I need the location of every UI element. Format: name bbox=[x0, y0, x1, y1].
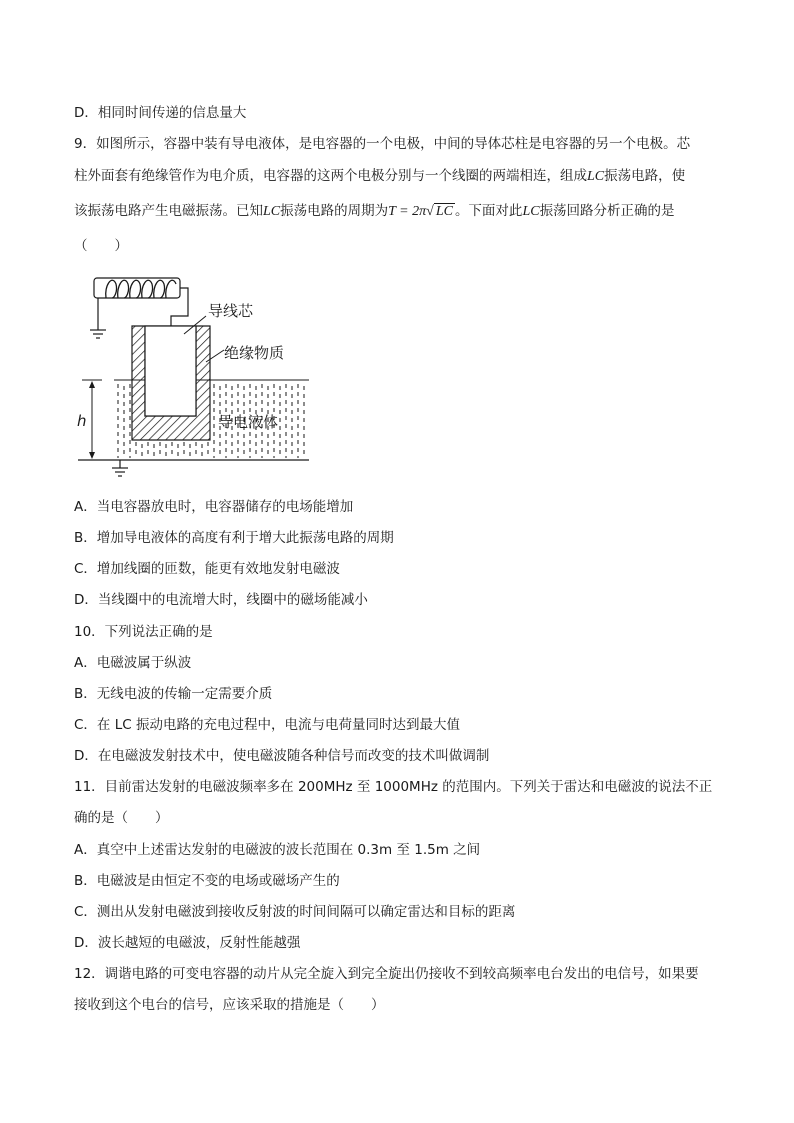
ground-symbol-icon bbox=[90, 330, 106, 338]
q9-text: 柱外面套有绝缘管作为电介质，电容器的这两个电极分别与一个线圈的两端相连，组成 bbox=[74, 168, 587, 184]
question-9-option-a: A．当电容器放电时，电容器储存的电场能增加 bbox=[74, 499, 354, 515]
lc-symbol: LC bbox=[263, 204, 281, 219]
question-9-line-2 bbox=[74, 166, 685, 187]
formula-radical: √ LC bbox=[426, 204, 453, 219]
question-9-line-3 bbox=[74, 201, 675, 222]
question-8-option-d: D．相同时间传递的信息量大 bbox=[74, 105, 247, 121]
question-12-line-1: 12．调谐电路的可变电容器的动片从完全旋入到完全旋出仍接收不到较高频率电台发出的电信号，如果要 bbox=[74, 966, 699, 982]
question-9-answer-paren: （ ） bbox=[74, 238, 128, 254]
question-9-option-b: B．增加导电液体的高度有利于增大此振荡电路的周期 bbox=[74, 530, 394, 546]
question-9-option-d: D．当线圈中的电流增大时，线圈中的磁场能减小 bbox=[74, 592, 368, 608]
height-arrow-bottom-icon bbox=[89, 452, 95, 459]
lc-circuit-figure bbox=[74, 268, 324, 480]
height-arrow-top-icon bbox=[89, 381, 95, 388]
formula-radicand: LC bbox=[435, 204, 453, 219]
question-9-line-1: 9．如图所示，容器中装有导电液体，是电容器的一个电极，中间的导体芯柱是电容器的另一个电极。芯 bbox=[74, 136, 691, 152]
formula-lhs: T = 2π bbox=[388, 204, 427, 219]
question-10-option-c: C．在 LC 振动电路的充电过程中，电流与电荷量同时达到最大值 bbox=[74, 717, 460, 733]
question-12-line-2: 接收到这个电台的信号，应该采取的措施是（ ） bbox=[74, 997, 385, 1013]
q9-text: 。下面对此 bbox=[454, 203, 523, 219]
q9-text: 振荡回路分析正确的是 bbox=[539, 203, 675, 219]
question-10-stem: 10．下列说法正确的是 bbox=[74, 624, 213, 640]
q9-text: 振荡电路的周期为 bbox=[280, 203, 389, 219]
question-11-line-1: 11．目前雷达发射的电磁波频率多在 200MHz 至 1000MHz 的范围内。下列关于雷达和电磁波的说法不正 bbox=[74, 779, 713, 795]
question-11-option-c: C．测出从发射电磁波到接收反射波的时间间隔可以确定雷达和目标的距离 bbox=[74, 904, 516, 920]
conductor-core bbox=[145, 326, 196, 416]
question-9-option-c: C．增加线圈的匝数，能更有效地发射电磁波 bbox=[74, 561, 340, 577]
question-11-option-a: A．真空中上述雷达发射的电磁波的波长范围在 0.3m 至 1.5m 之间 bbox=[74, 842, 481, 858]
question-11-option-d: D．波长越短的电磁波，反射性能越强 bbox=[74, 935, 301, 951]
period-formula bbox=[388, 204, 455, 219]
q9-text: 该振荡电路产生电磁振荡。已知 bbox=[74, 203, 263, 219]
question-10-option-a: A．电磁波属于纵波 bbox=[74, 655, 192, 671]
liquid-label: 导电液体 bbox=[218, 413, 279, 431]
lc-symbol: LC bbox=[522, 204, 540, 219]
lc-symbol: LC bbox=[587, 169, 605, 184]
question-11-option-b: B．电磁波是由恒定不变的电场或磁场产生的 bbox=[74, 873, 340, 889]
question-10-option-b: B．无线电波的传输一定需要介质 bbox=[74, 686, 273, 702]
q9-text: 振荡电路，使 bbox=[604, 168, 686, 184]
ground-symbol-icon bbox=[112, 468, 128, 476]
insulator-label: 绝缘物质 bbox=[224, 344, 285, 362]
core-label: 导线芯 bbox=[208, 302, 254, 320]
height-label: h bbox=[77, 412, 87, 430]
question-11-line-2: 确的是（ ） bbox=[74, 810, 169, 826]
question-10-option-d: D．在电磁波发射技术中，使电磁波随各种信号而改变的技术叫做调制 bbox=[74, 748, 490, 764]
